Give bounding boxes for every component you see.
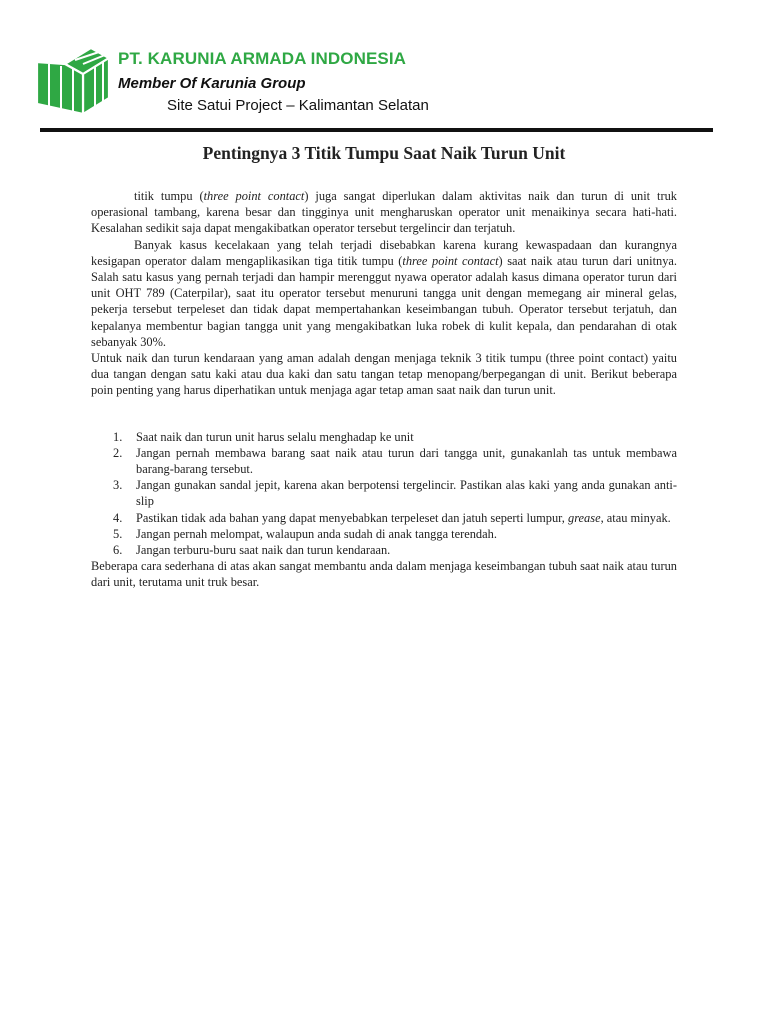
list-item-text: Jangan pernah melompat, walaupun anda sudah di anak tangga terendah.	[136, 526, 497, 541]
spacer	[91, 399, 677, 429]
list-item-number: 4.	[113, 510, 123, 525]
closing-paragraph: Beberapa cara sederhana di atas akan sangat membantu anda dalam menjaga keseimbangan tubuh saat naik atau turun dari unit, terutama unit truk besar.	[91, 559, 677, 590]
list-item	[91, 429, 677, 445]
list-item	[91, 445, 677, 477]
list-item-number: 3.	[113, 478, 123, 493]
list-item	[91, 542, 677, 558]
document-title: Pentingnya 3 Titik Tumpu Saat Naik Turun Unit	[202, 143, 566, 163]
member-of-group: Member Of Karunia Group	[118, 75, 306, 92]
list-item-number: 6.	[113, 543, 123, 558]
stacked-crates-logo-icon	[35, 44, 111, 118]
paragraph-2-text-a: Banyak kasus kecelakaan yang telah terjadi disebabkan karena kurang kewaspadaan dan kurangnya kesigapan operator dalam mengaplikasikan tiga titik tumpu (	[91, 237, 677, 268]
site-location: Site Satui Project – Kalimantan Selatan	[167, 97, 429, 114]
list-item-text-a: Pastikan tidak ada bahan yang dapat menyebabkan terpeleset dan jatuh seperti lumpur,	[136, 510, 568, 525]
document-body	[91, 188, 677, 591]
paragraph-1-text-a: titik tumpu (	[134, 189, 204, 203]
safety-points-list	[91, 429, 677, 559]
list-item-emphasis: grease	[568, 510, 601, 525]
paragraph-1-emphasis: three point contact	[203, 189, 305, 203]
list-item	[91, 526, 677, 542]
paragraph-3: Untuk naik dan turun kendaraan yang aman adalah dengan menjaga teknik 3 titik tumpu (three point contact) yaitu dua tangan dengan satu kaki atau dua kaki dan satu tangan tetap menopang/berpegangan di unit. Berikut beberapa poin penting yang harus diperhatikan untuk menjaga agar tetap aman saat naik dan turun unit.	[91, 351, 677, 398]
list-item	[91, 477, 677, 509]
list-item-number: 1.	[113, 429, 123, 444]
list-item-number: 2.	[113, 445, 123, 460]
paragraph-2-emphasis: three point contact	[402, 253, 499, 268]
list-item-text: Jangan terburu-buru saat naik dan turun kendaraan.	[136, 543, 391, 558]
paragraph-2-text-b: ) saat naik atau turun dari unitnya. Salah satu kasus yang pernah terjadi dan hampir merenggut nyawa operator adalah kasus dimana operator turun dari unit OHT 789 (Caterpilar), saat itu operator tersebut menuruni tangga unit dengan memegang air mineral gelas, pekerja tersebut terpeleset dan tidak dapat mempertahankan keseimbangan tubuh. Operator tersebut terjatuh, dan kepalanya membentur bagian tangga unit yang mengakibatkan luka robek di kulit kepala, dan pendarahan di otak sebanyak 30%.	[91, 253, 677, 349]
paragraph-1	[91, 188, 677, 237]
list-item-text: Jangan gunakan sandal jepit, karena akan berpotensi tergelincir. Pastikan alas kaki yang anda gunakan anti-slip	[136, 478, 677, 509]
letterhead	[0, 0, 768, 132]
company-name: PT. KARUNIA ARMADA INDONESIA	[118, 49, 407, 68]
list-item	[91, 510, 677, 526]
header-divider	[40, 128, 713, 132]
paragraph-1-text-b: ) juga sangat diperlukan dalam aktivitas naik dan turun di unit truk operasional tambang, karena besar dan tingginya unit mengharuskan operator unit menaikinya secara hati-hati. Kesalahan sedikit saja dapat mengakibatkan operator tersebut tergelincir dan terjatuh.	[91, 189, 677, 236]
list-item-number: 5.	[113, 526, 123, 541]
list-item-text: Jangan pernah membawa barang saat naik atau turun dari tangga unit, gunakanlah tas untuk membawa barang-barang tersebut.	[136, 445, 677, 477]
paragraph-2	[91, 237, 677, 350]
list-item-text: Saat naik dan turun unit harus selalu menghadap ke unit	[136, 429, 414, 444]
list-item-text-b: , atau minyak.	[600, 510, 671, 525]
